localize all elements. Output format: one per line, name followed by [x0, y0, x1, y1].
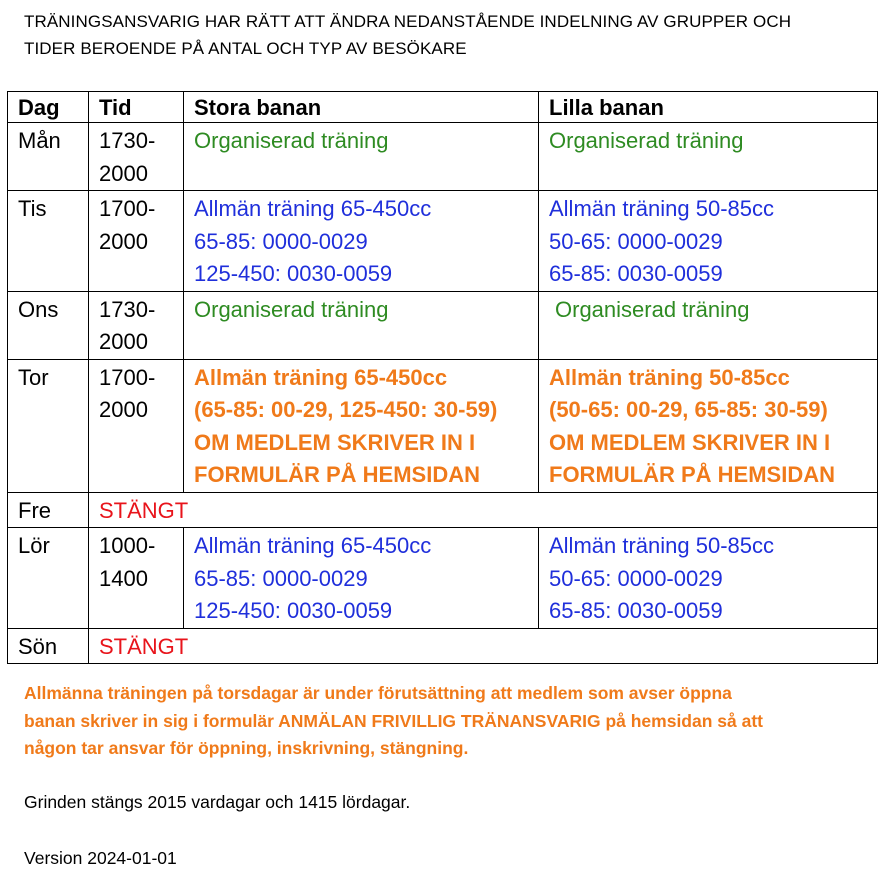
condition-text: FORMULÄR PÅ HEMSIDAN — [549, 462, 835, 487]
table-row-friday — [8, 492, 878, 528]
day-cell: Lör — [8, 528, 89, 629]
header-line-1: TRÄNINGSANSVARIG HAR RÄTT ATT ÄNDRA NEDANSTÅENDE INDELNING AV GRUPPER OCH — [24, 12, 792, 31]
lilla-banan-cell — [539, 359, 878, 492]
table-row-tuesday — [8, 191, 878, 292]
note-line-3: någon tar ansvar för öppning, inskrivning, stängning. — [24, 738, 469, 758]
group-slot: (65-85: 00-29, 125-450: 30-59) — [194, 397, 498, 422]
time-start: 1730- — [99, 128, 156, 153]
table-row-monday — [8, 123, 878, 191]
time-cell — [89, 528, 184, 629]
activity-text: Organiserad träning — [549, 128, 744, 153]
condition-text: OM MEDLEM SKRIVER IN I — [194, 429, 476, 455]
time-start: 1730- — [99, 296, 156, 322]
time-cell — [89, 291, 184, 359]
column-header-time: Tid — [89, 92, 184, 123]
activity-text: Allmän träning 65-450cc — [194, 364, 448, 390]
closed-cell: STÄNGT — [89, 628, 878, 664]
table-row-thursday — [8, 359, 878, 492]
activity-text: Organiserad träning — [194, 128, 389, 153]
day-cell: Fre — [8, 492, 89, 528]
stora-banan-cell — [184, 359, 539, 492]
time-end: 2000 — [99, 397, 148, 422]
column-header-day: Dag — [8, 92, 89, 123]
time-end: 1400 — [99, 565, 148, 591]
lilla-banan-cell — [539, 123, 878, 191]
table-row-sunday — [8, 628, 878, 664]
stora-banan-cell — [184, 291, 539, 359]
day-cell: Tis — [8, 191, 89, 292]
note-line-2: banan skriver in sig i formulär ANMÄLAN FRIVILLIG TRÄNANSVARIG på hemsidan så att — [24, 710, 763, 731]
stora-banan-cell — [184, 123, 539, 191]
activity-text: Organiserad träning — [555, 296, 750, 322]
group-slot: 65-85: 0000-0029 — [194, 228, 368, 254]
time-end: 2000 — [99, 228, 148, 254]
header-notice — [24, 8, 874, 62]
condition-text: OM MEDLEM SKRIVER IN I — [549, 429, 831, 455]
table-row-wednesday — [8, 291, 878, 359]
group-slot: 125-450: 0030-0059 — [194, 598, 393, 623]
activity-text: Allmän träning 65-450cc — [194, 196, 432, 221]
group-slot: 65-85: 0030-0059 — [549, 261, 723, 286]
time-cell — [89, 191, 184, 292]
day-cell: Ons — [8, 291, 89, 359]
lilla-banan-cell — [539, 191, 878, 292]
activity-text: Allmän träning 65-450cc — [194, 533, 432, 558]
activity-text: Allmän träning 50-85cc — [549, 533, 775, 558]
day-cell: Mån — [8, 123, 89, 191]
column-header-stora-banan: Stora banan — [184, 92, 539, 123]
activity-text: Organiserad träning — [194, 296, 389, 322]
time-start: 1700- — [99, 196, 156, 221]
group-slot: 65-85: 0000-0029 — [194, 565, 368, 591]
group-slot: 125-450: 0030-0059 — [194, 261, 393, 286]
group-slot: 50-65: 0000-0029 — [549, 228, 723, 254]
column-header-lilla-banan: Lilla banan — [539, 92, 878, 123]
lilla-banan-cell — [539, 528, 878, 629]
condition-text: FORMULÄR PÅ HEMSIDAN — [194, 462, 480, 487]
time-end: 2000 — [99, 160, 148, 186]
gate-closing-text: Grinden stängs 2015 vardagar och 1415 lördagar. — [24, 792, 411, 812]
table-row-saturday — [8, 528, 878, 629]
time-start: 1700- — [99, 364, 156, 390]
table-header-row — [8, 92, 878, 123]
activity-text: Allmän träning 50-85cc — [549, 196, 775, 221]
note-line-1: Allmänna träningen på torsdagar är under förutsättning att medlem som avser öppna — [24, 683, 732, 703]
version-text: Version 2024-01-01 — [24, 848, 177, 868]
closed-cell: STÄNGT — [89, 492, 878, 528]
day-cell: Tor — [8, 359, 89, 492]
header-line-2: TIDER BEROENDE PÅ ANTAL OCH TYP AV BESÖKARE — [24, 39, 467, 58]
time-cell — [89, 123, 184, 191]
lilla-banan-cell — [539, 291, 878, 359]
group-slot: (50-65: 00-29, 65-85: 30-59) — [549, 397, 828, 422]
thursday-note — [24, 680, 874, 763]
time-cell — [89, 359, 184, 492]
time-end: 2000 — [99, 329, 148, 354]
schedule-table — [7, 91, 878, 664]
group-slot: 65-85: 0030-0059 — [549, 598, 723, 623]
day-cell: Sön — [8, 628, 89, 664]
stora-banan-cell — [184, 191, 539, 292]
group-slot: 50-65: 0000-0029 — [549, 565, 723, 591]
activity-text: Allmän träning 50-85cc — [549, 364, 790, 390]
time-start: 1000- — [99, 533, 156, 558]
stora-banan-cell — [184, 528, 539, 629]
